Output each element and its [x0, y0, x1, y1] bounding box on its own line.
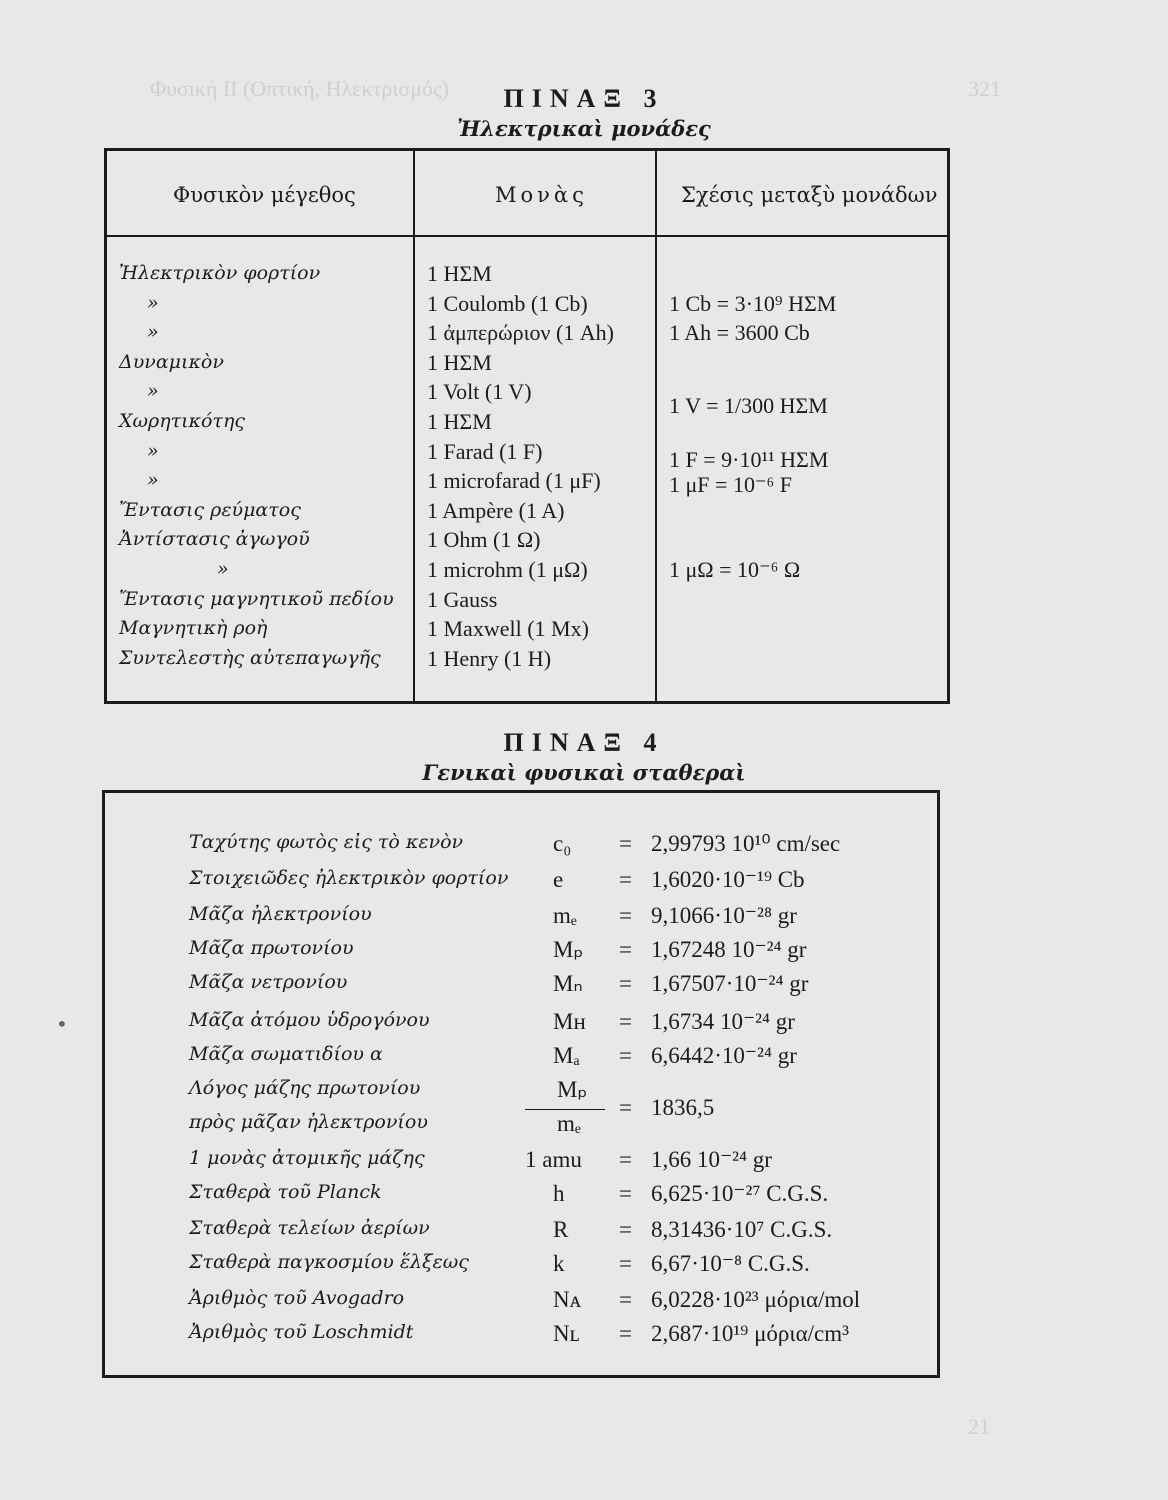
constant-value: 1,6020·10⁻¹⁹ Cb [651, 867, 805, 892]
constant-name: Μᾶζα ἀτόμου ὑδρογόνου [189, 1009, 430, 1031]
constant-symbol: R [553, 1217, 569, 1242]
table3-divider-1 [413, 151, 415, 701]
equals-sign: = [619, 1287, 632, 1312]
quantity-cell: Ἔντασις μαγνητικοῦ πεδίου [119, 587, 394, 610]
constant-value: 8,31436·10⁷ C.G.S. [651, 1217, 833, 1242]
constant-value: 2,99793 10¹⁰ cm/sec [651, 831, 841, 856]
constant-name: 1 μονὰς ἀτομικῆς μάζης [189, 1147, 425, 1169]
unit-cell: 1 ΗΣΜ [427, 408, 492, 434]
constant-row [105, 867, 937, 901]
quantity-cell: » [147, 469, 159, 492]
constant-symbol: c₀ [553, 831, 572, 856]
table3-divider-2 [655, 151, 657, 701]
constant-name: Σταθερὰ τελείων ἀερίων [189, 1217, 430, 1239]
equals-sign: = [619, 831, 632, 856]
relation-cell: 1 Ah = 3600 Cb [669, 320, 810, 346]
quantity-cell: » [147, 291, 159, 314]
relation-cell [669, 525, 836, 555]
constant-name: Μᾶζα πρωτονίου [189, 937, 354, 959]
constant-value: 1,67248 10⁻²⁴ gr [651, 937, 807, 962]
ghost-bottom-page: 21 [968, 1414, 990, 1439]
equals-sign: = [619, 937, 632, 962]
constant-row [105, 1287, 937, 1321]
relation-cell: 1 F = 9·10¹¹ ΗΣΜ [669, 446, 829, 472]
equals-sign: = [619, 903, 632, 928]
constant-row [105, 1217, 937, 1251]
constant-value: 9,1066·10⁻²⁸ gr [651, 903, 797, 928]
constant-value: 6,625·10⁻²⁷ C.G.S. [651, 1181, 829, 1206]
equals-sign: = [619, 1043, 632, 1068]
quantity-cell: Ἠλεκτρικὸν φορτίον [119, 262, 321, 284]
ghost-page-number: 321 [968, 76, 1001, 101]
table3-header-line [107, 235, 947, 237]
quantity-cell: Μαγνητικὴ ροὴ [119, 617, 268, 640]
relation-cell [669, 614, 836, 644]
table3-header-unit: Μονὰς [495, 183, 588, 207]
table4-title: ΠΙΝΑΞ 4 [503, 728, 665, 757]
constant-symbol: Mн [553, 1009, 586, 1034]
constant-name: Μᾶζα ἠλεκτρονίου [189, 903, 372, 925]
constant-row [105, 1181, 937, 1215]
equals-sign: = [619, 1181, 632, 1206]
constant-name: Μᾶζα νετρονίου [189, 971, 348, 993]
constant-symbol: 1 amu [525, 1147, 582, 1172]
unit-cell: 1 Gauss [427, 586, 498, 612]
constant-name: Ἀριθμὸς τοῦ Avogadro [189, 1287, 405, 1309]
constant-name: Λόγος μάζης πρωτονίου [189, 1077, 421, 1099]
relation-cell: 1 μF = 10⁻⁶ F [669, 472, 792, 498]
constant-name: Στοιχειῶδες ἠλεκτρικὸν φορτίον [189, 867, 509, 889]
relation-cell: 1 V = 1/300 ΗΣΜ [669, 393, 828, 419]
constant-name: Μᾶζα σωματιδίου α [189, 1043, 383, 1065]
constant-row [105, 903, 937, 937]
constant-row [105, 1009, 937, 1043]
constant-row [105, 937, 937, 971]
table3-unit-column [427, 259, 614, 673]
unit-cell: 1 Ohm (1 Ω) [427, 527, 541, 553]
unit-cell: 1 microhm (1 μΩ) [427, 556, 588, 582]
constant-name: πρὸς μᾶζαν ἠλεκτρονίου [189, 1111, 428, 1133]
equals-sign: = [619, 867, 632, 892]
constant-symbol: Nᴀ [553, 1287, 582, 1312]
quantity-cell: Χωρητικότης [119, 409, 245, 432]
constant-value: 2,687·10¹⁹ μόρια/cm³ [651, 1321, 850, 1346]
unit-cell: 1 ΗΣΜ [427, 349, 492, 375]
table3-relation-column [669, 259, 836, 673]
table3-header-relation: Σχέσις μεταξὺ μονάδων [681, 183, 938, 207]
table4 [102, 790, 940, 1378]
quantity-cell: Συντελεστὴς αὐτεπαγωγῆς [119, 646, 381, 669]
quantity-cell: » [147, 321, 159, 344]
constant-row [105, 1147, 937, 1181]
table3-header-quantity: Φυσικὸν μέγεθος [173, 183, 356, 207]
constant-row [105, 1321, 937, 1355]
ratio-numerator: Mₚ [557, 1077, 588, 1102]
constant-value: 1,66 10⁻²⁴ gr [651, 1147, 772, 1172]
constant-symbol: k [553, 1251, 565, 1276]
quantity-cell: Δυναμικὸν [119, 350, 224, 373]
constant-symbol: e [553, 867, 564, 892]
ratio-denominator: mₑ [557, 1111, 581, 1136]
constant-name: Σταθερὰ παγκοσμίου ἕλξεως [189, 1251, 469, 1273]
constant-value: 1,6734 10⁻²⁴ gr [651, 1009, 795, 1034]
quantity-cell: » [147, 439, 159, 462]
table3-subtitle: Ἠλεκτρικαὶ μονάδες [457, 116, 711, 141]
constant-row [105, 971, 937, 1005]
relation-cell: 1 Cb = 3·10⁹ ΗΣΜ [669, 290, 837, 316]
unit-cell: 1 Henry (1 H) [427, 645, 552, 671]
constant-name: Ἀριθμὸς τοῦ Loschmidt [189, 1321, 414, 1343]
relation-cell [669, 259, 836, 289]
quantity-cell: » [147, 380, 159, 403]
constant-value: 6,6442·10⁻²⁴ gr [651, 1043, 797, 1068]
constant-symbol: Nʟ [553, 1321, 580, 1346]
constant-row [105, 1043, 937, 1077]
table4-subtitle: Γενικαὶ φυσικαὶ σταθεραὶ [422, 760, 746, 785]
constant-name: Ταχύτης φωτὸς εἰς τὸ κενὸν [189, 831, 464, 853]
unit-cell: 1 ΗΣΜ [427, 261, 492, 286]
constant-value: 1836,5 [651, 1095, 715, 1120]
equals-sign: = [619, 1251, 632, 1276]
quantity-cell: Ἀντίστασις ἀγωγοῦ [119, 528, 310, 551]
relation-cell: 1 μΩ = 10⁻⁶ Ω [669, 556, 801, 582]
relation-cell [669, 348, 836, 378]
table3 [104, 148, 950, 704]
constant-symbol: mₑ [553, 903, 577, 928]
constant-row [105, 1251, 937, 1285]
constant-symbol: Mₚ [553, 937, 584, 962]
relation-cell [669, 496, 836, 526]
equals-sign: = [619, 1321, 632, 1346]
constant-row [105, 1111, 937, 1145]
unit-cell: 1 Ampère (1 A) [427, 497, 565, 523]
relation-cell [669, 644, 836, 674]
constant-value: 1,67507·10⁻²⁴ gr [651, 971, 809, 996]
margin-dot: • [56, 1012, 68, 1036]
constant-symbol: Mₐ [553, 1043, 580, 1068]
constant-value: 6,0228·10²³ μόρια/mol [651, 1287, 861, 1312]
unit-cell: 1 Farad (1 F) [427, 438, 543, 464]
constant-symbol: Mₙ [553, 971, 583, 996]
equals-sign: = [619, 971, 632, 996]
unit-cell: 1 Coulomb (1 Cb) [427, 290, 588, 316]
quantity-cell: Ἔντασις ρεύματος [119, 498, 301, 521]
table3-quantity-column [119, 259, 394, 673]
equals-sign: = [619, 1095, 632, 1120]
table3-title: ΠΙΝΑΞ 3 [503, 84, 665, 113]
quantity-cell: » [217, 557, 229, 580]
unit-cell: 1 Maxwell (1 Mx) [427, 616, 589, 642]
unit-cell: 1 ἀμπερώριον (1 Ah) [427, 320, 615, 346]
constant-row [105, 831, 937, 865]
relation-cell [669, 585, 836, 615]
equals-sign: = [619, 1009, 632, 1034]
constant-value: 6,67·10⁻⁸ C.G.S. [651, 1251, 810, 1276]
unit-cell: 1 microfarad (1 μF) [427, 468, 601, 494]
unit-cell: 1 Volt (1 V) [427, 379, 532, 405]
equals-sign: = [619, 1217, 632, 1242]
constant-symbol: h [553, 1181, 565, 1206]
constant-name: Σταθερὰ τοῦ Planck [189, 1181, 382, 1203]
equals-sign: = [619, 1147, 632, 1172]
ghost-header: Φυσική ΙΙ (Οπτική, Ηλεκτρισμός) [150, 76, 449, 101]
